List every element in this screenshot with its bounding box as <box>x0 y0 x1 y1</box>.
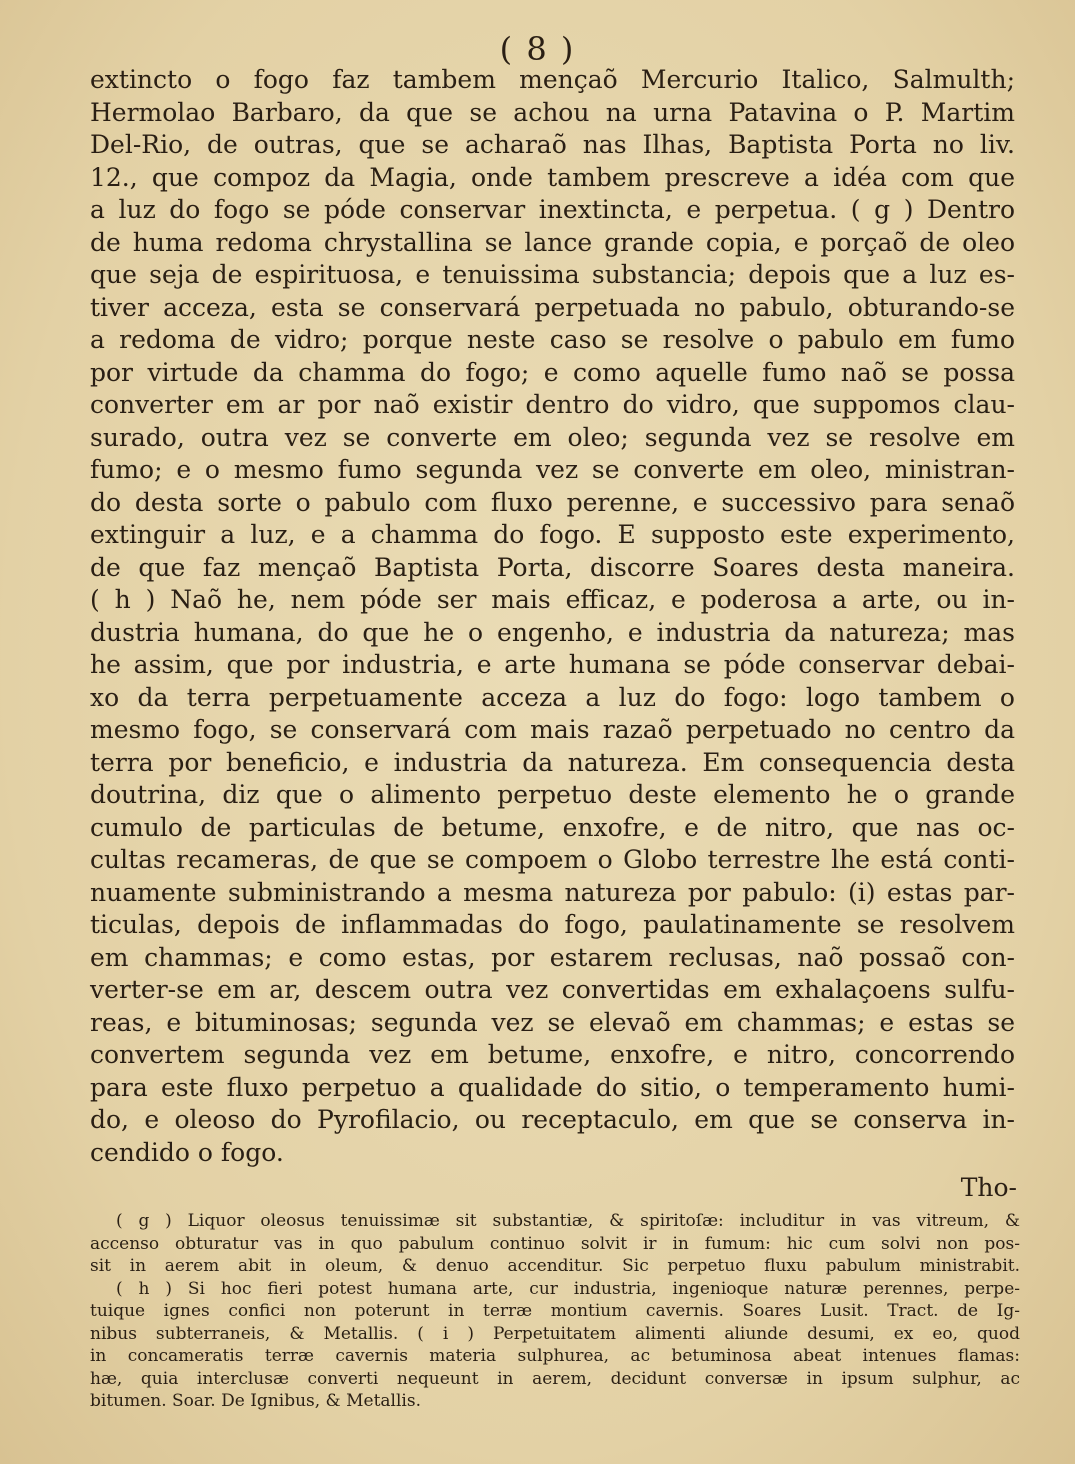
body-line: terra por beneficio, e industria da natureza. Em consequencia desta <box>90 747 1015 777</box>
body-line: a redoma de vidro; porque neste caso se resolve o pabulo em fumo <box>90 325 1015 354</box>
footnote-line: nibus subterraneis, & Metallis. ( i ) Perpetuitatem alimenti aliunde desumi, ex eo, quod <box>90 1323 1020 1344</box>
body-line: ( h ) Naõ he, nem póde ser mais efficaz, e poderosa a arte, ou in- <box>90 585 1015 614</box>
body-line: cendido o fogo. <box>90 1137 284 1167</box>
footnote-line: accenso obturatur vas in quo pabulum continuo solvit ir in fumum: hic cum solvi non pos- <box>90 1233 1020 1254</box>
body-line: converter em ar por naõ existir dentro do vidro, que suppomos clau- <box>90 390 1015 419</box>
footnote-line: bitumen. Soar. De Ignibus, & Metallis. <box>90 1391 421 1411</box>
body-line: Hermolao Barbaro, da que se achou na urna Patavina o P. Martim <box>90 97 1015 127</box>
body-line: que seja de espirituosa, e tenuissima substancia; depois que a luz es- <box>90 260 1015 289</box>
body-line: he assim, que por industria, e arte humana se póde conservar debai- <box>90 650 1015 679</box>
footnotes <box>90 1210 1020 1413</box>
body-line: convertem segunda vez em betume, enxofre, e nitro, concorrendo <box>90 1040 1015 1069</box>
body-line: xo da terra perpetuamente acceza a luz do fogo: logo tambem o <box>90 682 1015 712</box>
footnote-line: hæ, quia interclusæ converti nequeunt in aerem, decidunt conversæ in ipsum sulphur, ac <box>90 1368 1020 1389</box>
body-line: em chammas; e como estas, por estarem reclusas, naõ possaõ con- <box>90 942 1015 972</box>
page-number: ( 8 ) <box>499 30 576 68</box>
body-line: dustria humana, do que he o engenho, e industria da natureza; mas <box>90 617 1015 647</box>
footnote-line: ( h ) Si hoc fieri potest humana arte, cur industria, ingenioque naturæ perennes, perpe- <box>116 1278 1020 1299</box>
body-line: do, e oleoso do Pyrofilacio, ou receptaculo, em que se conserva in- <box>90 1105 1015 1134</box>
body-line: para este fluxo perpetuo a qualidade do sitio, o temperamento humi- <box>90 1072 1015 1102</box>
body-line: doutrina, diz que o alimento perpetuo deste elemento he o grande <box>90 780 1015 809</box>
footnote-line: sit in aerem abit in oleum, & denuo accenditur. Sic perpetuo fluxu pabulum ministrabit. <box>90 1256 1020 1276</box>
body-line: 12., que compoz da Magia, onde tambem prescreve a idéa com que <box>90 162 1015 192</box>
body-line: tiver acceza, esta se conservará perpetuada no pabulo, obturando-se <box>90 292 1015 322</box>
footnote-line: tuique ignes confici non poterunt in terræ montium cavernis. Soares Lusit. Tract. de Ig- <box>90 1301 1020 1321</box>
body-line: de huma redoma chrystallina se lance grande copia, e porçaõ de oleo <box>90 227 1015 257</box>
body-line: cumulo de particulas de betume, enxofre, e de nitro, que nas oc- <box>90 812 1015 842</box>
body-line: nuamente subministrando a mesma natureza por pabulo: (i) estas par- <box>90 877 1015 907</box>
footnote-line: in concameratis terræ cavernis materia sulphurea, ac betuminosa abeat intenues flamas: <box>90 1346 1020 1366</box>
body-line: extincto o fogo faz tambem mençaõ Mercurio Italico, Salmulth; <box>90 65 1015 94</box>
body-line: extinguir a luz, e a chamma do fogo. E supposto este experimento, <box>90 520 1015 549</box>
body-line: a luz do fogo se póde conservar inextincta, e perpetua. ( g ) Dentro <box>90 195 1015 224</box>
body-line: cultas recameras, de que se compoem o Globo terrestre lhe está conti- <box>90 845 1015 874</box>
body-line: mesmo fogo, se conservará com mais razaõ perpetuado no centro da <box>90 715 1015 744</box>
body-text <box>90 64 1015 1169</box>
catchword: Tho- <box>960 1173 1017 1202</box>
body-line: surado, outra vez se converte em oleo; segunda vez se resolve em <box>90 422 1015 452</box>
body-line: Del-Rio, de outras, que se acharaõ nas Ilhas, Baptista Porta no liv. <box>90 130 1015 159</box>
body-line: do desta sorte o pabulo com fluxo perenne, e successivo para senaõ <box>90 487 1015 517</box>
footnote-line: ( g ) Liquor oleosus tenuissimæ sit substantiæ, & spiritoſæ: includitur in vas vitreum, & <box>116 1211 1020 1231</box>
body-line: fumo; e o mesmo fumo segunda vez se converte em oleo, ministran- <box>90 455 1015 484</box>
body-line: por virtude da chamma do fogo; e como aquelle fumo naõ se possa <box>90 357 1015 387</box>
body-line: reas, e bituminosas; segunda vez se elevaõ em chammas; e estas se <box>90 1007 1015 1037</box>
body-line: verter-se em ar, descem outra vez convertidas em exhalaçoens sulfu- <box>90 975 1015 1004</box>
body-line: de que faz mençaõ Baptista Porta, discorre Soares desta maneira. <box>90 552 1015 582</box>
body-line: ticulas, depois de inflammadas do fogo, paulatinamente se resolvem <box>90 910 1015 939</box>
